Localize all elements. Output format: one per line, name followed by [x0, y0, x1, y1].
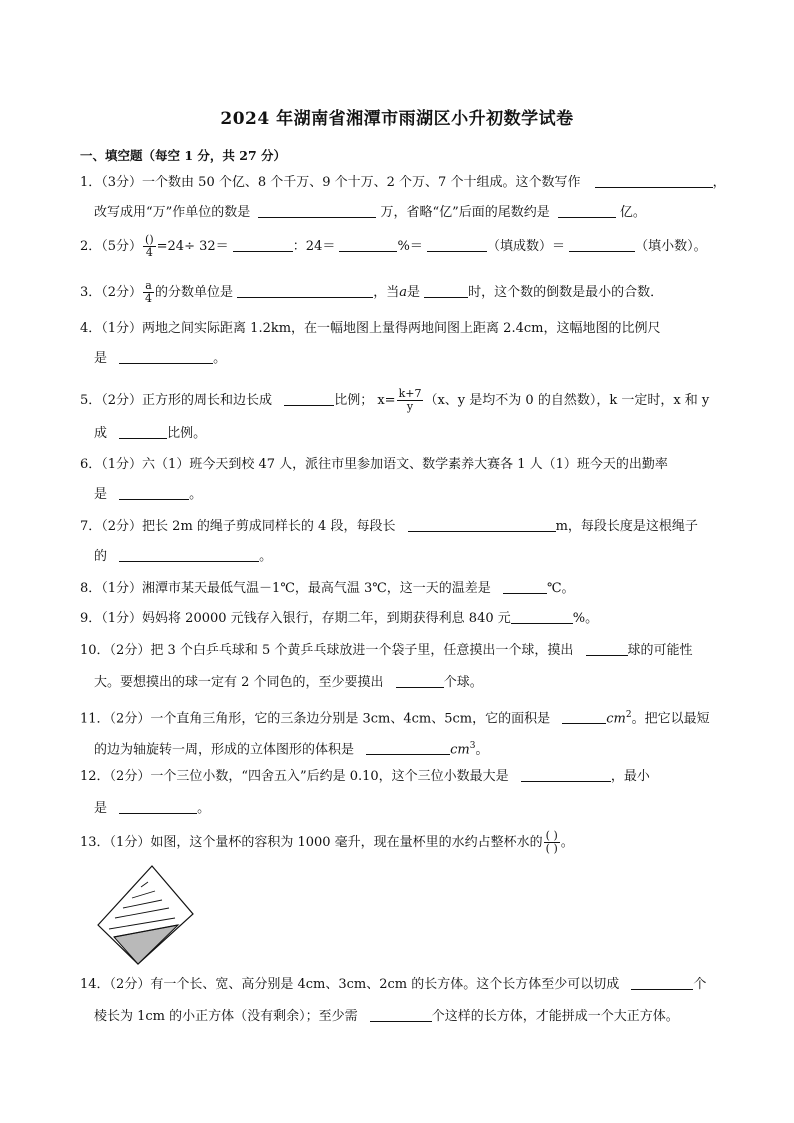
answer-blank[interactable] [631, 976, 693, 990]
answer-blank[interactable] [408, 518, 556, 532]
answer-blank[interactable] [258, 204, 376, 218]
question-10-line-2: 大。要想摸出的球一定有 2 个同色的，至少要摸出 个球。 [94, 675, 483, 690]
answer-blank[interactable] [119, 548, 259, 562]
measuring-cup-figure [92, 860, 202, 972]
answer-blank[interactable] [233, 238, 293, 252]
question-1-line-2: 改写成用“万”作单位的数是 万，省略“亿”后面的尾数约是 亿。 [94, 205, 646, 220]
answer-blank[interactable] [119, 350, 213, 364]
answer-blank[interactable] [562, 710, 606, 724]
question-2: 2．（5分） $\frac{()}{4}$ =24÷ 32＝ ：24＝ %＝ （填成数）＝ （填小数）。 [80, 233, 707, 259]
answer-blank[interactable] [511, 610, 573, 624]
fraction: $\frac{k+7}{y}$ [398, 387, 422, 413]
answer-blank[interactable] [586, 642, 628, 656]
section-heading: 一、填空题（每空 1 分，共 27 分） [80, 148, 287, 163]
fraction: $\frac{()}{4}$ [145, 233, 154, 259]
answer-blank[interactable] [521, 768, 611, 782]
answer-blank[interactable] [119, 800, 197, 814]
question-4-line-1: 4．（1分）两地之间实际距离 1.2km，在一幅地图上量得两地间图上距离 2.4cm，这幅地图的比例尺 [80, 321, 661, 336]
question-9: 9．（1分）妈妈将 20000 元钱存入银行，存期二年，到期获得利息 840 元 %。 [80, 611, 599, 626]
answer-blank[interactable] [424, 284, 468, 298]
answer-blank[interactable] [370, 1008, 432, 1022]
question-6-line-1: 6．（1分）六（1）班今天到校 47 人，派往市里参加语文、数学素养大赛各 1 人（1）班今天的出勤率 [80, 457, 668, 472]
question-8: 8．（1分）湘潭市某天最低气温－1℃，最高气温 3℃，这一天的温差是 ℃。 [80, 581, 575, 596]
answer-blank[interactable] [595, 174, 713, 188]
question-6-line-2: 是 。 [94, 487, 203, 502]
answer-blank[interactable] [366, 741, 450, 755]
answer-blank[interactable] [119, 425, 167, 439]
question-1-line-1: 1．（3分）一个数由 50 个亿、8 个千万、9 个十万、2 个万、7 个十组成。这个数写作 ， [80, 175, 726, 190]
question-14-line-1: 14．（2分）有一个长、宽、高分别是 4cm、3cm、2cm 的长方体。这个长方体至少可以切成 个 [80, 977, 707, 992]
question-4-line-2: 是 。 [94, 351, 227, 366]
answer-blank[interactable] [339, 238, 397, 252]
question-14-line-2: 棱长为 1cm 的小正方体（没有剩余）；至少需 个这样的长方体，才能拼成一个大正方体。 [94, 1009, 679, 1024]
answer-blank[interactable] [427, 238, 487, 252]
fraction: $\frac{a}{4}$ [145, 279, 153, 305]
question-13: 13．（1分）如图，这个量杯的容积为 1000 毫升，现在量杯里的水约占整杯水的 $\frac{( )}{( )}$ 。 [80, 829, 574, 855]
answer-blank[interactable] [237, 284, 373, 298]
fraction-blank[interactable]: $\frac{( )}{( )}$ [545, 829, 558, 855]
answer-blank[interactable] [503, 580, 547, 594]
question-5-line-1: 5．（2分）正方形的周长和边长成 比例； x= $\frac{k+7}{y}$ （x、y 是均不为 0 的自然数），k 一定时，x 和 y [80, 387, 710, 413]
question-12-line-2: 是 。 [94, 801, 211, 816]
answer-blank[interactable] [558, 204, 616, 218]
question-11-line-1: 11．（2分）一个直角三角形，它的三条边分别是 3cm、4cm、5cm，它的面积是 $cm^2$。把它以最短 [80, 710, 710, 727]
question-7-line-2: 的 。 [94, 549, 273, 564]
page-title: 2024 年湖南省湘潭市雨湖区小升初数学试卷 [220, 109, 574, 129]
question-11-line-2: 的边为轴旋转一周，形成的立体图形的体积是 $cm^3$。 [94, 741, 489, 758]
answer-blank[interactable] [569, 238, 635, 252]
answer-blank[interactable] [119, 486, 189, 500]
answer-blank[interactable] [284, 392, 334, 406]
question-5-line-2: 成 比例。 [94, 426, 207, 441]
answer-blank[interactable] [396, 674, 444, 688]
question-7-line-1: 7．（2分）把长 2m 的绳子剪成同样长的 4 段，每段长 m，每段长度是这根绳子 [80, 519, 698, 534]
question-12-line-1: 12．（2分）一个三位小数，“四舍五入”后约是 0.10，这个三位小数最大是 ，最小 [80, 769, 650, 784]
question-3: 3．（2分） $\frac{a}{4}$ 的分数单位是 ，当a是 时，这个数的倒数是最小的合数． [80, 279, 664, 305]
question-10-line-1: 10．（2分）把 3 个白乒乓球和 5 个黄乒乓球放进一个袋子里，任意摸出一个球，摸出 球的可能性 [80, 643, 693, 658]
